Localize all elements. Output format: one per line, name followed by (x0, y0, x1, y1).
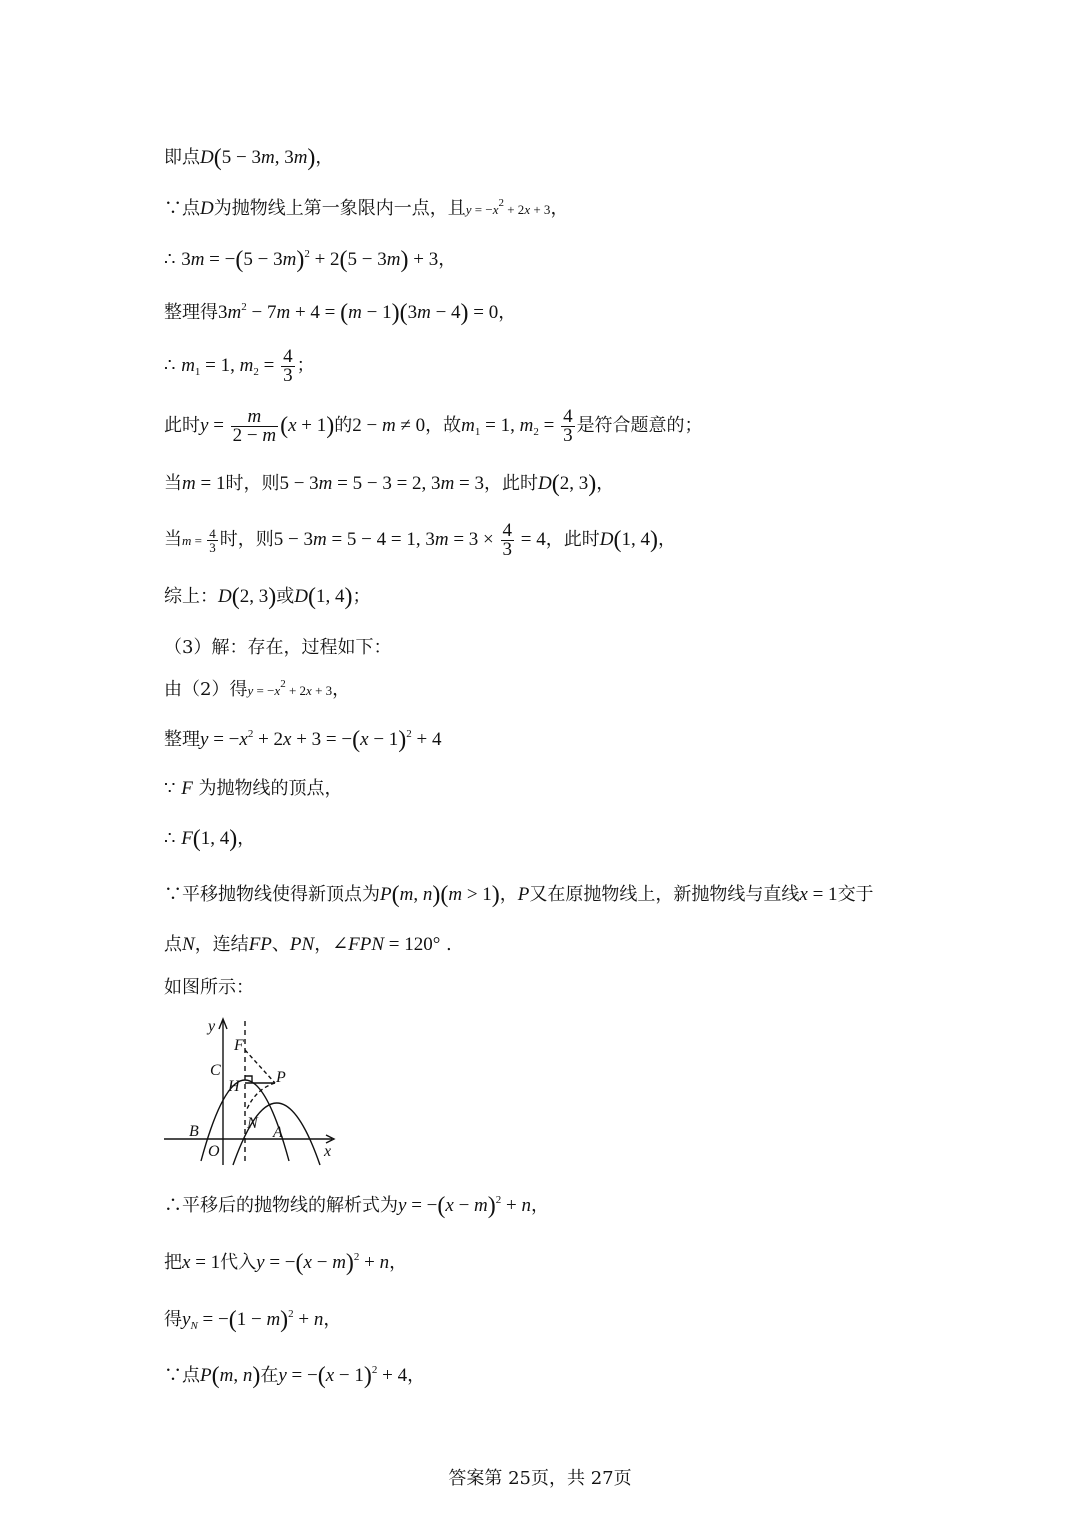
line-6: 此时y = $\frac{m}{2 - m}$ (x + 1)的2 − m ≠ 0，故$m_1 = 1$, $m_2$ = $\frac{4}{3}$ 是符合题意的； (164, 406, 703, 446)
label-a: A (273, 1124, 283, 1141)
line-13: ∵ F 为抛物线的顶点， (164, 778, 343, 799)
label-c: C (210, 1062, 221, 1079)
label-y: y (208, 1018, 216, 1035)
line-15: ∵平移抛物线使得新顶点为P(m, n)(m > 1)，P又在原抛物线上，新抛物线与直线x = 1交于 (164, 882, 874, 908)
label-f: F (234, 1037, 244, 1054)
label-x: x (324, 1143, 332, 1160)
label-b: B (189, 1123, 199, 1140)
line-16: 点N，连结FP、PN，∠FPN = 120° . (164, 934, 452, 955)
line-7: 当m = 1时，则5 − 3m = 5 − 3 = 2, 3m = 3，此时D(2, 3)， (164, 471, 615, 497)
label-h: H (228, 1078, 240, 1095)
label-o: O (208, 1143, 220, 1160)
line-14: ∴ F(1, 4)， (164, 826, 256, 852)
line-10: （3）解：存在，过程如下： (164, 637, 392, 658)
line-11: 由（2）得$y = -x^2 + 2x + 3$， (164, 678, 351, 700)
line-12: 整理$y = -x^2 + 2x + 3 = -(x - 1)^2 + 4$ (164, 727, 442, 753)
line-5: ∴ $m_1 = 1$, $m_2$ = $\frac{4}{3}$ ； (164, 346, 315, 386)
line-2: ∵点D为抛物线上第一象限内一点，且$y = -x^2 + 2x + 3$， (164, 197, 569, 219)
line-9: 综上：D(2, 3)或D(1, 4)； (164, 584, 371, 610)
line-19: 把x = 1代入$y = -(x - m)^2 + n$， (164, 1250, 408, 1276)
label-n: N (247, 1115, 258, 1132)
label-p: P (276, 1069, 286, 1086)
segment-pn (247, 1083, 275, 1109)
line-21: ∵点P(m, n)在$y = -(x - 1)^2 + 4$， (164, 1363, 426, 1389)
parabola-figure (160, 1015, 350, 1175)
page-footer: 答案第 25页，共 27页 (448, 1468, 632, 1489)
line-1: 即点D(5 − 3m, 3m)， (164, 145, 334, 171)
line-4: 整理得$3m^2 - 7m + 4 = (m - 1)(3m - 4) = 0$， (164, 300, 517, 326)
line-17: 如图所示： (164, 977, 254, 998)
line-8: 当m = $\frac{4}{3}$ 时，则5 − 3m = 5 − 4 = 1, 3m = 3 × $\frac{4}{3}$ = 4，此时D(1, 4)， (164, 520, 676, 560)
line-3: ∴ $3m = -(5 - 3m)^2 + 2(5 - 3m) + 3$， (164, 247, 457, 273)
line-20: 得$y_N = -(1 - m)^2 + n$， (164, 1307, 342, 1333)
segment-fp (245, 1050, 275, 1083)
line-18: ∴平移后的抛物线的解析式为$y = -(x - m)^2 + n$， (164, 1193, 549, 1219)
